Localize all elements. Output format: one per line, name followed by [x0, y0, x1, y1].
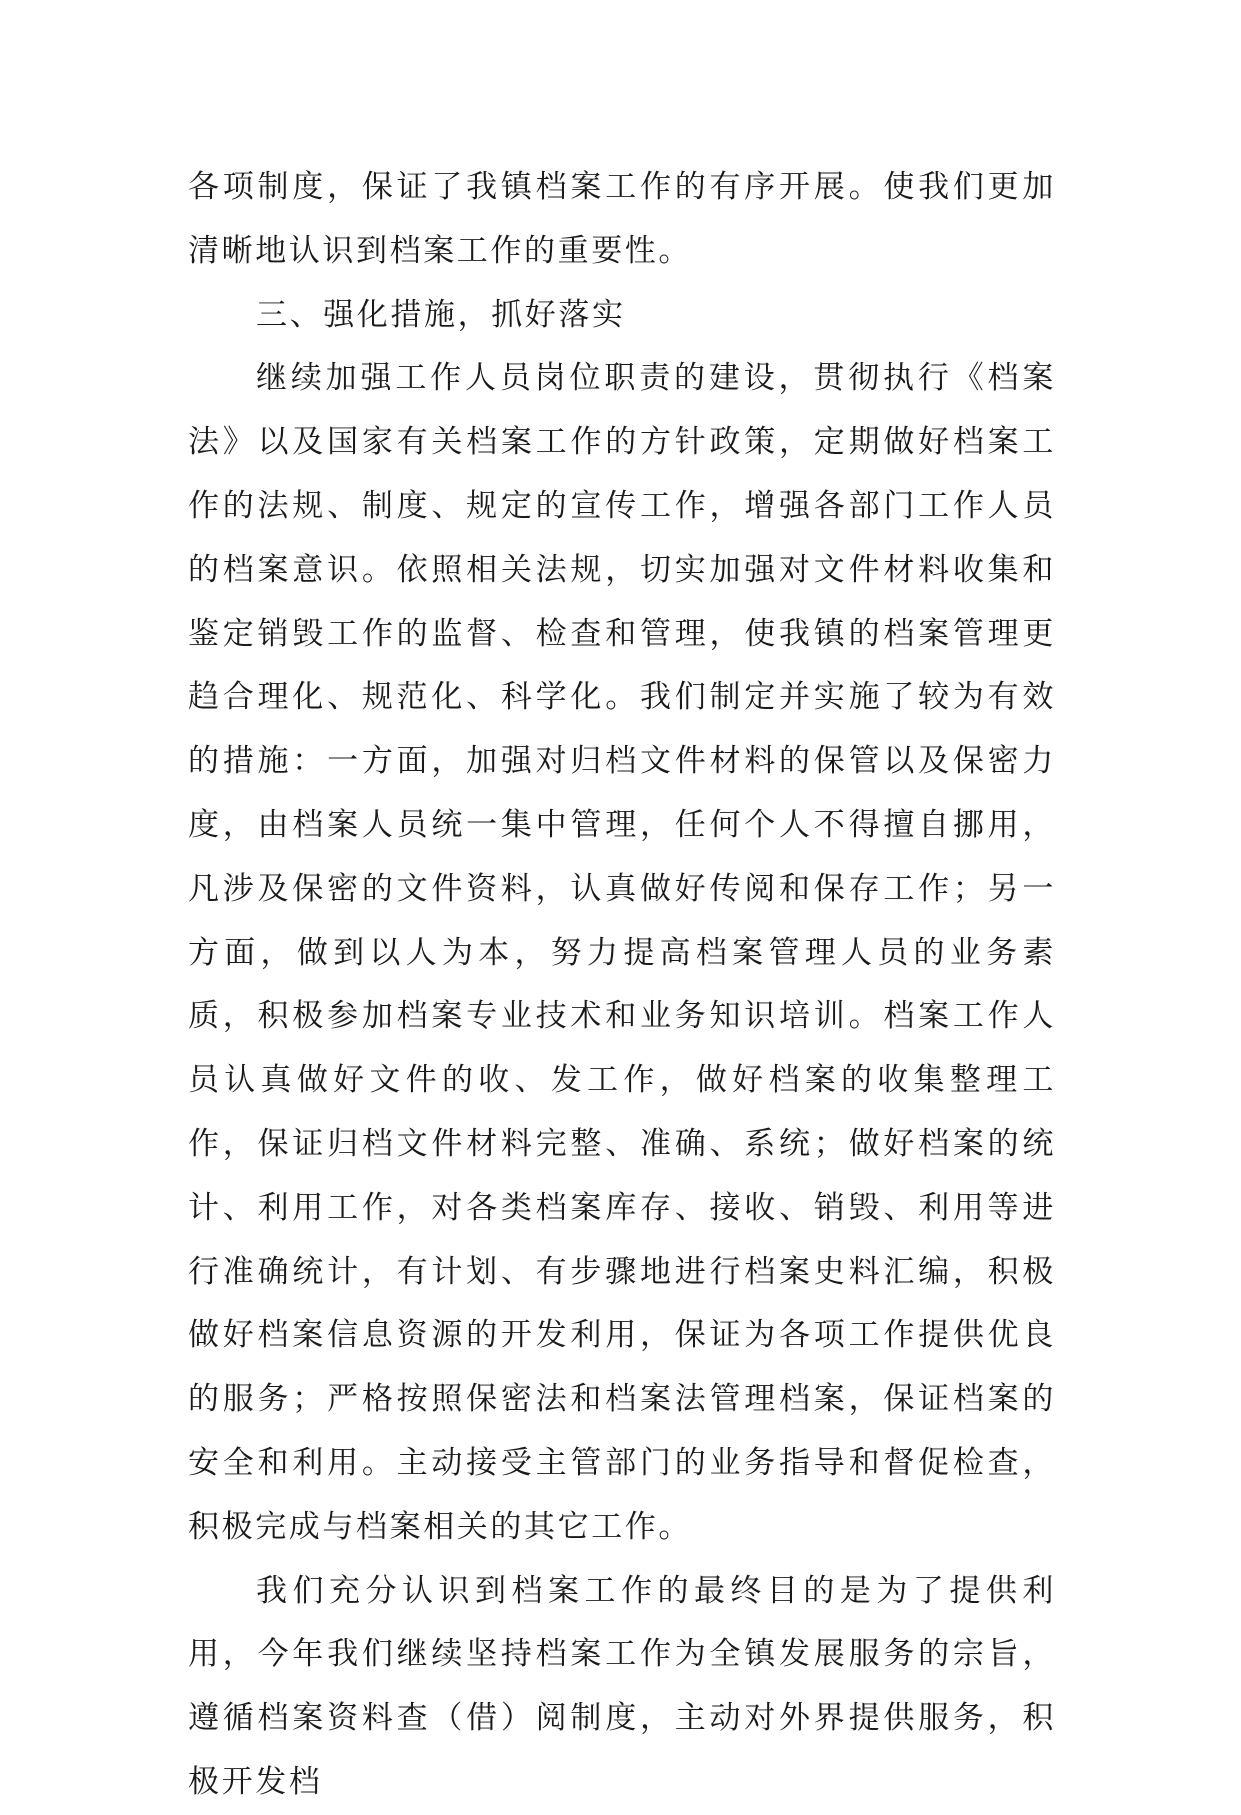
paragraph-utilization: 我们充分认识到档案工作的最终目的是为了提供利用，今年我们继续坚持档案工作为全镇发展服务的宗旨，遵循档案资料查（借）阅制度，主动对外界提供服务，积极开发档: [188, 1572, 1056, 1800]
document-body: [188, 156, 1056, 1815]
paragraph-continuation: 各项制度，保证了我镇档案工作的有序开展。使我们更加清晰地认识到档案工作的重要性。: [188, 169, 1056, 269]
paragraph-measures: 继续加强工作人员岗位职责的建设，贯彻执行《档案法》以及国家有关档案工作的方针政策，定期做好档案工作的法规、制度、规定的宣传工作，增强各部门工作人员的档案意识。依照相关法规，切实加强对文件材料收集和鉴定销毁工作的监督、检查和管理，使我镇的档案管理更趋合理化、规范化、科学化。我们制定并实施了较为有效的措施：一方面，加强对归档文件材料的保管以及保密力度，由档案人员统一集中管理，任何个人不得擅自挪用，凡涉及保密的文件资料，认真做好传阅和保存工作；另一方面，做到以人为本，努力提高档案管理人员的业务素质，积极参加档案专业技术和业务知识培训。档案工作人员认真做好文件的收、发工作，做好档案的收集整理工作，保证归档文件材料完整、准确、系统；做好档案的统计、利用工作，对各类档案库存、接收、销毁、利用等进行准确统计，有计划、有步骤地进行档案史料汇编，积极做好档案信息资源的开发利用，保证为各项工作提供优良的服务；严格按照保密法和档案法管理档案，保证档案的安全和利用。主动接受主管部门的业务指导和督促检查，积极完成与档案相关的其它工作。: [188, 360, 1056, 1545]
section-heading-3: 三、强化措施，抓好落实: [256, 296, 626, 333]
